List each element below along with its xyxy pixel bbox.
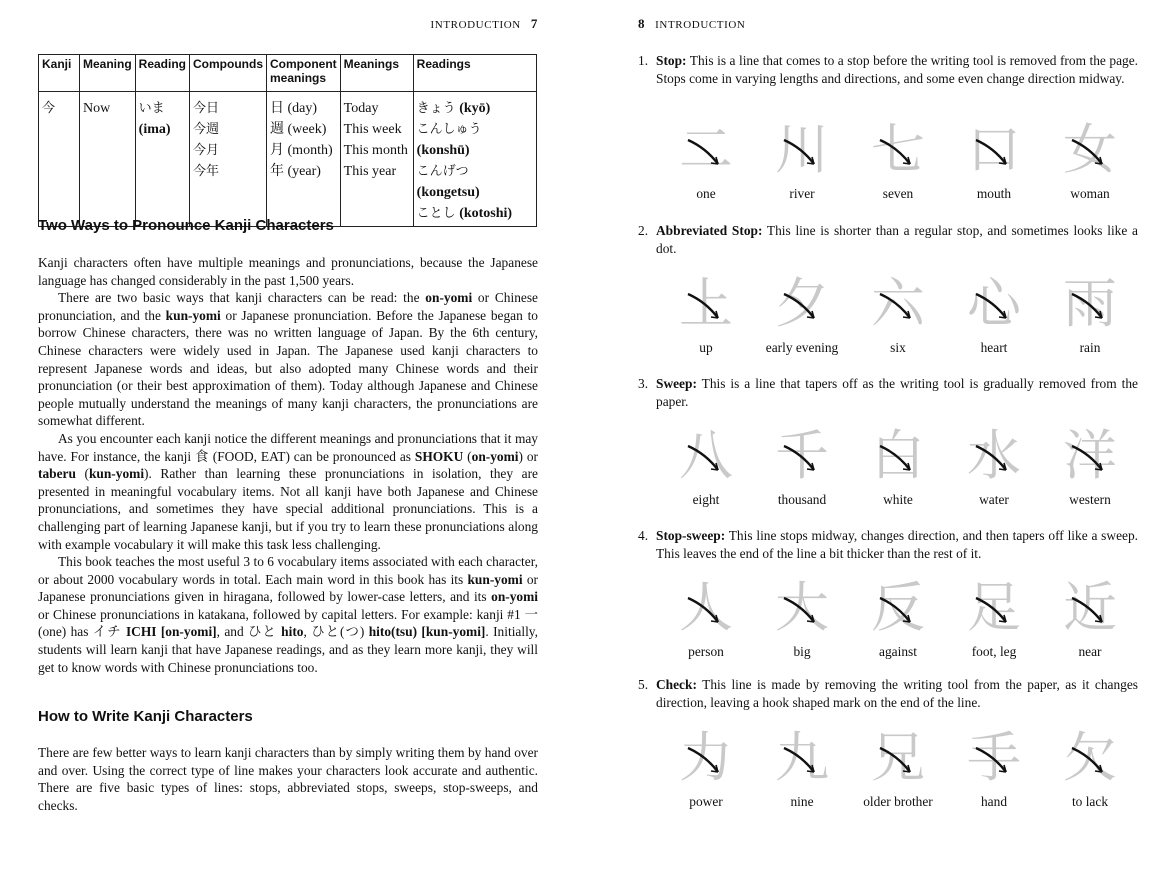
kanji-glyph: 上 [658,272,754,336]
example-caption: near [1078,644,1102,659]
paragraph: As you encounter each kanji notice the different meanings and pronunciations that it may have. For instance, the kanji 食 (FOOD, EAT) can be pronounced as SHOKU (on-yomi) or taberu (kun-yomi). Rather than learning these pronunciations in isolation, they are presented in meaningful vocabulary items. Not all kanji have both Japanese and Chinese pronunciations, and sometimes they have special additional pronunciations. This is a challenging part of learning Japanese kanji, but if you try to learn these pronunciations along with example vocabulary it will make this task less challenging. [38,430,538,552]
example-character [946,272,1042,356]
kanji-glyph: 八 [658,424,754,488]
table-header: Reading [135,55,189,92]
example-caption: heart [980,340,1008,355]
example-caption: white [883,492,913,507]
table-header: Kanji [39,55,80,92]
item-description [656,52,1138,88]
example-character [1042,576,1138,660]
table-header: Meanings [340,55,413,92]
section-body [38,744,538,814]
kanji-glyph: 手 [946,726,1042,790]
stroke-arrow-icon [850,118,946,182]
compounds-cell [190,92,267,227]
example-caption: eight [692,492,720,507]
kanji-glyph: 心 [946,272,1042,336]
kanji-glyph: 雨 [1042,272,1138,336]
stroke-arrow-icon [754,424,850,488]
stroke-arrow-icon [754,576,850,640]
reading-romaji: (kyō) [459,101,491,116]
stroke-arrow-icon [658,576,754,640]
item-text: This is a line that tapers off as the writing tool is gradually removed from the paper. [656,376,1138,409]
kanji-glyph: 洋 [1042,424,1138,488]
example-caption: water [979,492,1009,507]
component-meaning: 月 (month) [270,143,333,158]
table-header: Compounds [190,55,267,92]
example-character [658,424,754,508]
item-text: This line is made by removing the writing tool from the paper, as it changes direction, leaving a hook shaped mark on the end of the line. [656,677,1138,710]
stroke-arrow-icon [658,272,754,336]
item-number: 3. [638,376,649,391]
kanji-glyph: 女 [1042,118,1138,182]
kanji-glyph: 七 [850,118,946,182]
reading-kana: ことし [416,206,456,221]
example-caption: river [789,186,815,201]
stroke-arrow-icon [1042,272,1138,336]
kanji-glyph: 白 [850,424,946,488]
stroke-type-item [638,676,1138,712]
left-running-head [431,16,538,32]
example-caption: hand [980,794,1008,809]
paragraph: There are two basic ways that kanji characters can be read: the on-yomi or Chinese pronunciation, and the kun-yomi or Japanese pronunciation. Before the Japanese began to borrow Chinese characters, there was no written language of Japan. By the 6th century, Chinese characters were widely used in Japan. The Japanese used kanji characters to represent Japanese words and ideas, but also adopted many Chinese words and their pronunciation (or their best approximation of them). Today although Japanese and Chinese people mutually understand the meanings of many kanji characters, the pronunciations are somewhat different. [38,290,538,429]
running-head-title: INTRODUCTION [430,19,521,31]
example-character [1042,272,1138,356]
right-page [588,0,1176,882]
paragraph: Kanji characters often have multiple meanings and pronunciations, because the Japanese language has changed considerably in the past 1,500 years. [38,255,538,288]
example-caption: mouth [976,186,1012,201]
meaning: This week [343,122,402,137]
page-number: 8 [638,16,646,31]
kanji-glyph: 兄 [850,726,946,790]
stroke-arrow-icon [946,424,1042,488]
right-running-head [638,16,745,32]
example-character [946,424,1042,508]
meaning: This year [343,164,397,179]
example-caption: big [793,644,811,659]
kanji-glyph: 人 [658,576,754,640]
page-number: 7 [530,16,538,31]
item-text: This line stops midway, changes direction, and then tapers off like a sweep. This leaves the end of the line a bit thicker than the rest of it. [656,528,1138,561]
kanji-glyph: 九 [754,726,850,790]
item-number: 2. [638,223,649,238]
stroke-arrow-icon [850,576,946,640]
table-row [39,92,537,227]
meanings-cell [340,92,413,227]
reading-romaji: (kotoshi) [459,206,513,221]
reading-romaji: (kongetsu) [416,185,480,200]
example-character [754,726,850,810]
stroke-arrow-icon [754,726,850,790]
table-header-row [39,55,537,92]
reading-cell [135,92,189,227]
meaning: This month [343,143,408,158]
item-term: Abbreviated Stop: [656,223,763,238]
item-description [656,375,1138,411]
readings-cell [413,92,536,227]
example-caption: older brother [863,794,933,809]
example-row [658,576,1138,666]
stroke-type-item [638,527,1138,563]
stroke-arrow-icon [850,272,946,336]
paragraph: This book teaches the most useful 3 to 6 vocabulary items associated with each character, or about 2000 vocabulary words in total. Each main word in this book has its kun-yomi or Japanese pronunciations given in hiragana, followed by lower-case letters, and its on-yomi or Chinese pronunciations in katakana, followed by capital letters. For example: kanji #1 一 (one) has イチ ICHI [on-yomi], and ひと hito, ひと(つ) hito(tsu) [kun-yomi]. Initially, students will learn kanji that have Japanese readings, and as they learn more kanji, they will get to know words with Chinese pronunciations too. [38,554,538,675]
compound: 今年 [193,164,220,179]
kanji-glyph: 足 [946,576,1042,640]
meaning-cell: Now [80,92,136,227]
stroke-arrow-icon [946,576,1042,640]
stroke-arrow-icon [754,272,850,336]
example-caption: against [879,644,917,659]
kanji-glyph: 力 [658,726,754,790]
example-character [754,118,850,202]
stroke-arrow-icon [658,424,754,488]
table-header: Component meanings [267,55,341,92]
stroke-type-item [638,52,1138,88]
item-term: Check: [656,677,697,692]
reading-romaji: (ima) [138,122,171,137]
example-caption: power [689,794,723,809]
example-character [1042,118,1138,202]
example-caption: early evening [765,340,839,355]
item-description [656,222,1138,258]
example-character [946,726,1042,810]
meaning: Today [343,101,379,116]
example-row [658,424,1138,514]
example-character [946,118,1042,202]
example-caption: thousand [777,492,827,507]
kanji-cell: 今 [39,92,80,227]
item-text: This line is shorter than a regular stop, and sometimes looks like a dot. [656,223,1138,256]
item-term: Stop-sweep: [656,528,726,543]
example-caption: foot, leg [971,644,1017,659]
example-row [658,118,1138,208]
kanji-glyph: 近 [1042,576,1138,640]
section-body [38,254,538,676]
kanji-glyph: 水 [946,424,1042,488]
kanji-glyph: 六 [850,272,946,336]
item-number: 4. [638,528,649,543]
item-description [656,676,1138,712]
example-caption: nine [790,794,814,809]
example-character [850,272,946,356]
kanji-table [38,54,537,227]
item-description [656,527,1138,563]
reading-kana: こんしゅう [416,122,482,137]
example-character [850,118,946,202]
stroke-type-item [638,222,1138,258]
component-meaning: 日 (day) [270,101,318,116]
example-caption: to lack [1071,794,1109,809]
example-character [754,576,850,660]
table-header: Readings [413,55,536,92]
example-character [850,576,946,660]
reading-kana: きょう [416,101,456,116]
stroke-arrow-icon [946,118,1042,182]
example-character [658,272,754,356]
kanji-glyph: 千 [754,424,850,488]
compound: 今月 [193,143,220,158]
example-caption: western [1069,492,1111,507]
paragraph: There are few better ways to learn kanji characters than by simply writing them by hand over and over. Using the correct type of line makes your characters look accurate and authentic. There are five basic types of lines: stops, abbreviated stops, sweeps, stop-sweeps, and checks. [38,745,538,813]
kanji-glyph: 川 [754,118,850,182]
stroke-arrow-icon [1042,576,1138,640]
example-row [658,726,1138,816]
stroke-arrow-icon [1042,424,1138,488]
kanji-glyph: 大 [754,576,850,640]
example-character [1042,424,1138,508]
compound: 今週 [193,122,220,137]
component-meanings-cell [267,92,341,227]
reading-romaji: (konshū) [416,143,470,158]
example-character [658,726,754,810]
example-character [754,424,850,508]
compound: 今日 [193,101,220,116]
example-character [754,272,850,356]
stroke-arrow-icon [754,118,850,182]
stroke-arrow-icon [850,726,946,790]
item-number: 1. [638,53,649,68]
item-term: Stop: [656,53,687,68]
component-meaning: 年 (year) [270,164,321,179]
stroke-arrow-icon [658,726,754,790]
stroke-arrow-icon [850,424,946,488]
item-term: Sweep: [656,376,697,391]
section-heading: Two Ways to Pronounce Kanji Characters [38,217,334,234]
component-meaning: 週 (week) [270,122,327,137]
example-row [658,272,1138,362]
stroke-type-item [638,375,1138,411]
example-caption: rain [1079,340,1101,355]
reading-kana: こんげつ [416,164,469,179]
item-text: This is a line that comes to a stop before the writing tool is removed from the page. Stops come in varying lengths and directions, and some even change direction midway. [656,53,1138,86]
kanji-glyph: 二 [658,118,754,182]
example-caption: person [688,644,724,659]
kanji-glyph: 反 [850,576,946,640]
example-character [850,726,946,810]
example-character [946,576,1042,660]
example-caption: one [696,186,716,201]
example-caption: up [699,340,713,355]
table-header: Meaning [80,55,136,92]
item-number: 5. [638,677,649,692]
kanji-glyph: 夕 [754,272,850,336]
section-heading: How to Write Kanji Characters [38,708,253,725]
stroke-arrow-icon [1042,118,1138,182]
reading-kana: いま [138,101,165,116]
stroke-arrow-icon [946,272,1042,336]
example-caption: six [890,340,906,355]
example-character [850,424,946,508]
stroke-arrow-icon [658,118,754,182]
example-caption: seven [882,186,914,201]
kanji-glyph: 欠 [1042,726,1138,790]
example-caption: woman [1070,186,1110,201]
stroke-arrow-icon [1042,726,1138,790]
kanji-glyph: 口 [946,118,1042,182]
example-character [658,576,754,660]
running-head-title: INTRODUCTION [655,19,746,31]
example-character [1042,726,1138,810]
stroke-arrow-icon [946,726,1042,790]
example-character [658,118,754,202]
